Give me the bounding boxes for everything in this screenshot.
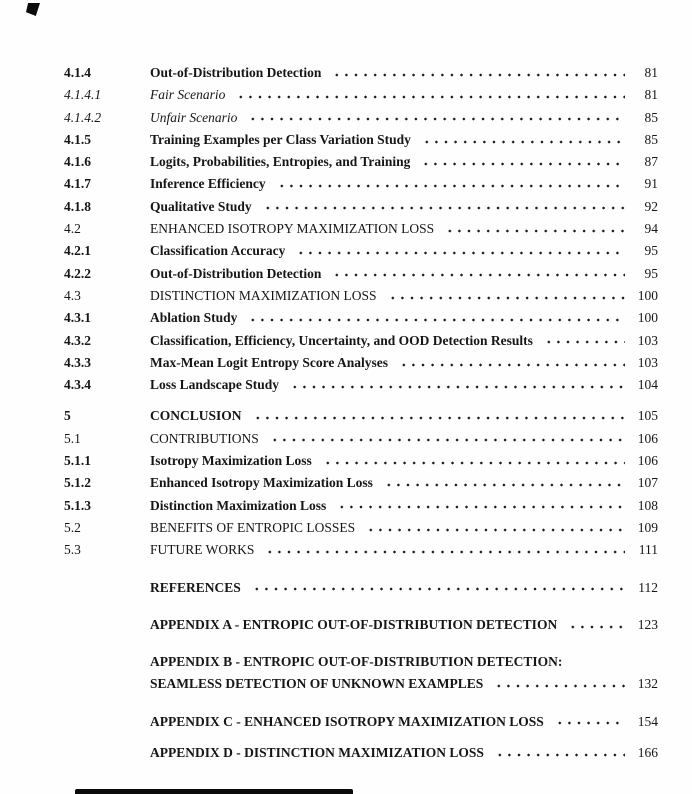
dot-leader	[553, 711, 625, 733]
dot-leader	[542, 330, 625, 352]
dot-leader	[364, 517, 625, 539]
toc-entry-page: 111	[638, 542, 658, 558]
toc-entry-page: 109	[637, 519, 658, 535]
toc-entry	[64, 742, 658, 764]
toc-entry-number: 4.2.1	[64, 243, 91, 259]
dot-leader	[493, 742, 625, 764]
dot-leader	[261, 196, 625, 218]
toc-entry-number: 5	[64, 408, 71, 424]
toc-entry-number: 5.1.1	[64, 453, 91, 469]
dot-leader	[246, 307, 625, 329]
toc-entry	[64, 495, 658, 517]
toc-entry-number: 4.1.4	[64, 65, 91, 80]
dot-leader	[443, 218, 625, 240]
toc-entry-title: Unfair Scenario	[150, 109, 238, 125]
toc-entry-page: 106	[637, 453, 658, 469]
toc-entry-title: CONCLUSION	[150, 408, 242, 424]
toc-entry-page: 100	[637, 287, 658, 303]
toc-entry-title: Distinction Maximization Loss	[150, 497, 327, 513]
toc-entry-page: 107	[637, 475, 658, 491]
toc-entry	[64, 405, 658, 427]
toc-entry	[64, 539, 658, 561]
toc-entry-number: 4.3.4	[64, 377, 91, 393]
toc-entry-number: 4.1.7	[64, 176, 91, 192]
toc-entry-title: SEAMLESS DETECTION OF UNKNOWN EXAMPLES	[150, 676, 484, 692]
table-of-contents	[64, 62, 658, 764]
toc-entry-page: 108	[637, 497, 658, 513]
scan-artifact-top-mark	[26, 3, 40, 16]
toc-entry-number: 4.1.6	[64, 154, 91, 170]
toc-entry-page: 104	[637, 377, 658, 393]
toc-entry-title: Qualitative Study	[150, 198, 252, 214]
toc-entry-number: 4.2	[64, 221, 81, 237]
toc-entry-title: APPENDIX D - DISTINCTION MAXIMIZATION LOSS	[150, 745, 484, 761]
toc-entry-page: 154	[637, 713, 658, 729]
toc-entry-number: 4.1.8	[64, 198, 91, 214]
dot-leader	[386, 285, 626, 307]
toc-entry-page: 103	[637, 332, 658, 348]
toc-entry-page: 100	[637, 310, 658, 326]
toc-entry-page: 81	[644, 87, 658, 103]
toc-entry	[64, 263, 658, 285]
toc-entry-page: 105	[637, 408, 658, 424]
toc-entry-title: Classification, Efficiency, Uncertainty, and OOD Detection Results	[150, 332, 533, 348]
toc-entry	[64, 218, 658, 240]
toc-entry	[64, 517, 658, 539]
dot-leader	[251, 405, 625, 427]
dot-leader	[268, 428, 625, 450]
toc-entry	[64, 285, 658, 307]
toc-entry-title: Ablation Study	[150, 310, 238, 326]
toc-entry	[64, 673, 658, 695]
dot-leader	[288, 374, 625, 396]
dot-leader	[263, 539, 625, 561]
toc-entry-title: Training Examples per Class Variation Study	[150, 131, 411, 147]
scan-artifact-bottom-bar	[75, 789, 353, 794]
toc-entry	[64, 428, 658, 450]
toc-entry-title: Out-of-Distribution Detection	[150, 265, 322, 281]
toc-entry-number: 5.1.3	[64, 497, 91, 513]
toc-entry-title: CONTRIBUTIONS	[150, 430, 259, 446]
dot-leader	[492, 673, 625, 695]
toc-entry-page: 106	[637, 430, 658, 446]
toc-entry-number: 4.2.2	[64, 265, 91, 281]
toc-entry	[64, 151, 658, 173]
toc-entry	[64, 472, 658, 494]
toc-entry-title: Fair Scenario	[150, 87, 226, 103]
toc-entry-title: FUTURE WORKS	[150, 542, 255, 558]
toc-entry-page: 91	[644, 176, 658, 192]
toc-entry-page: 85	[644, 131, 658, 147]
toc-entry-title: Inference Efficiency	[150, 176, 266, 192]
dot-leader	[420, 129, 625, 151]
toc-entry	[64, 240, 658, 262]
toc-entry	[64, 711, 658, 733]
toc-entry	[64, 374, 658, 396]
toc-entry-number: 5.2	[64, 519, 81, 535]
toc-entry-page: 81	[644, 65, 658, 80]
toc-entry-title: BENEFITS OF ENTROPIC LOSSES	[150, 519, 356, 535]
toc-entry-number: 4.3.3	[64, 354, 91, 370]
toc-entry-page: 123	[637, 616, 658, 632]
dot-leader	[330, 62, 625, 84]
toc-entry-page: 95	[644, 265, 658, 281]
toc-entry-title: Out-of-Distribution Detection	[150, 65, 322, 80]
toc-entry	[64, 196, 658, 218]
toc-entry	[64, 107, 658, 129]
toc-entry-title: REFERENCES	[150, 579, 241, 595]
toc-entry-page: 95	[644, 243, 658, 259]
toc-entry-title: Isotropy Maximization Loss	[150, 453, 312, 469]
toc-entry-number: 5.1	[64, 430, 81, 446]
toc-entry-title: Classification Accuracy	[150, 243, 286, 259]
toc-entry-page: 103	[637, 354, 658, 370]
toc-entry-number: 5.1.2	[64, 475, 91, 491]
dot-leader	[382, 472, 625, 494]
toc-entry-page: 85	[644, 109, 658, 125]
toc-entry-title: APPENDIX A - ENTROPIC OUT-OF-DISTRIBUTION DETECTION	[150, 616, 558, 632]
dot-leader	[250, 577, 625, 599]
toc-entry	[64, 84, 658, 106]
toc-entry-page: 92	[644, 198, 658, 214]
dot-leader	[294, 240, 625, 262]
dot-leader	[321, 450, 625, 472]
dot-leader	[275, 173, 625, 195]
toc-entry	[64, 129, 658, 151]
toc-entry-page: 112	[638, 579, 658, 595]
dot-leader	[234, 84, 625, 106]
dot-leader	[246, 107, 625, 129]
toc-entry-title: Enhanced Isotropy Maximization Loss	[150, 475, 373, 491]
toc-entry-number: 5.3	[64, 542, 81, 558]
toc-entry	[64, 62, 658, 84]
toc-entry	[64, 330, 658, 352]
toc-entry	[64, 450, 658, 472]
toc-entry	[64, 577, 658, 599]
toc-entry-title: APPENDIX C - ENHANCED ISOTROPY MAXIMIZATION LOSS	[150, 713, 544, 729]
toc-entry-title: APPENDIX B - ENTROPIC OUT-OF-DISTRIBUTION DETECTION:	[150, 654, 563, 670]
toc-entry-number: 4.1.4.1	[64, 87, 102, 103]
toc-entry-page: 166	[637, 745, 658, 761]
toc-entry	[64, 173, 658, 195]
toc-entry-number: 4.3	[64, 287, 81, 303]
toc-entry-number: 4.1.5	[64, 131, 91, 147]
toc-entry	[64, 307, 658, 329]
dot-leader	[397, 352, 625, 374]
toc-entry-title: Max-Mean Logit Entropy Score Analyses	[150, 354, 388, 370]
dot-leader	[335, 495, 625, 517]
toc-entry-number: 4.3.2	[64, 332, 91, 348]
toc-entry-title: ENHANCED ISOTROPY MAXIMIZATION LOSS	[150, 221, 435, 237]
toc-entry-title: Logits, Probabilities, Entropies, and Training	[150, 154, 411, 170]
toc-entry-title: DISTINCTION MAXIMIZATION LOSS	[150, 287, 377, 303]
dot-leader	[566, 614, 625, 636]
dot-leader	[419, 151, 625, 173]
toc-entry-page: 87	[644, 154, 658, 170]
toc-entry-page: 94	[644, 221, 658, 237]
toc-entry-title: Loss Landscape Study	[150, 377, 280, 393]
dot-leader	[330, 263, 625, 285]
toc-entry-number: 4.1.4.2	[64, 109, 102, 125]
toc-entry	[64, 651, 658, 673]
toc-entry	[64, 352, 658, 374]
toc-entry-number: 4.3.1	[64, 310, 91, 326]
toc-entry	[64, 614, 658, 636]
toc-entry-page: 132	[637, 676, 658, 692]
